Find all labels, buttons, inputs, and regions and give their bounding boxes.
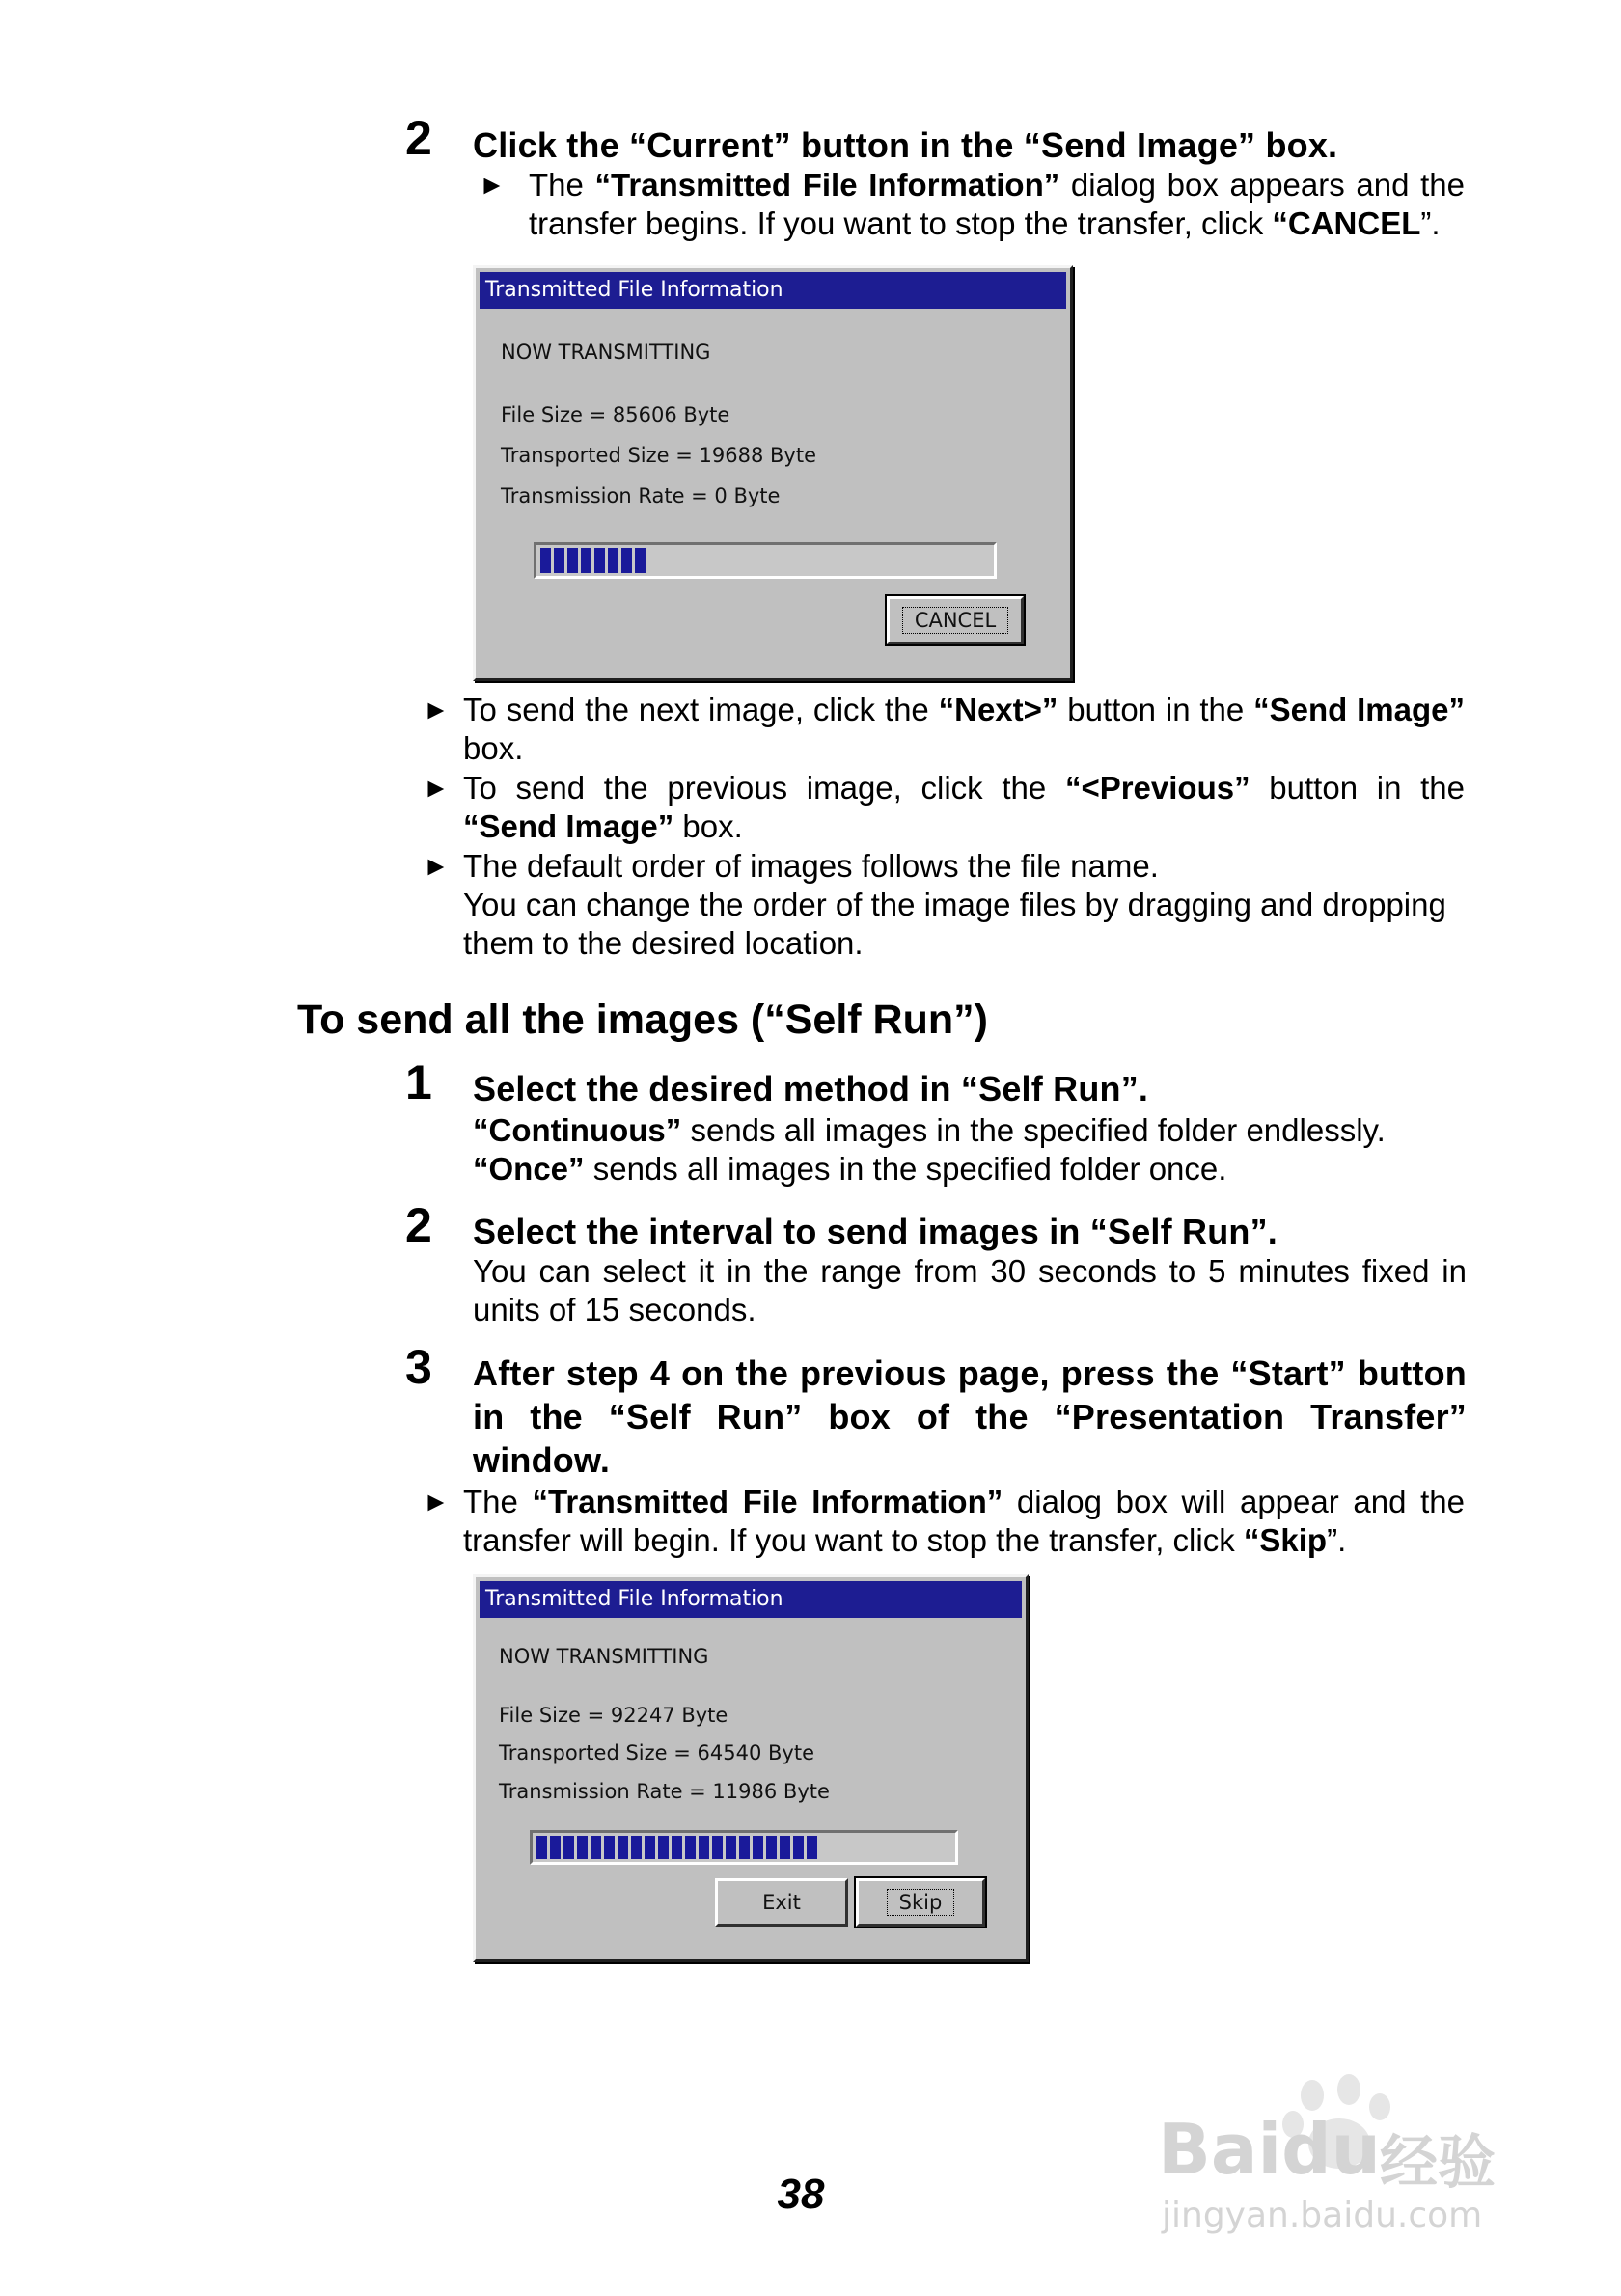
- progress-segment: [793, 1836, 804, 1859]
- progress-segment: [635, 548, 646, 573]
- watermark-url: jingyan.baidu.com: [1162, 2196, 1483, 2235]
- progress-segment: [594, 548, 605, 573]
- bullet-default-order: The default order of images follows the file name. You can change the order of the image files by dragging and dropping them to the desired location.: [463, 848, 1446, 961]
- transported-size: Transported Size = 64540 Byte: [499, 1741, 814, 1764]
- progress-segment: [577, 1836, 588, 1859]
- progress-bar: [530, 1830, 958, 1865]
- progress-segment: [581, 548, 591, 573]
- progress-segment: [621, 548, 632, 573]
- step-title: Click the “Current” button in the “Send Image” box.: [473, 125, 1338, 165]
- progress-segment: [699, 1836, 709, 1859]
- bullet-text: The “Transmitted File Information” dialog box appears and the transfer begins. If you want to stop the transfer, click “CANCEL”.: [529, 167, 1465, 241]
- baidu-watermark-logo: [1158, 2074, 1544, 2238]
- step-title: Select the desired method in “Self Run”.: [473, 1069, 1149, 1108]
- progress-segment: [550, 1836, 561, 1859]
- section-heading: To send all the images (“Self Run”): [297, 997, 988, 1043]
- progress-segment: [604, 1836, 615, 1859]
- bullet-arrow-icon: ►: [479, 170, 506, 200]
- progress-segment: [658, 1836, 669, 1859]
- transmission-rate: Transmission Rate = 11986 Byte: [499, 1780, 830, 1803]
- step-number: 2: [405, 111, 432, 165]
- exit-button[interactable]: Exit: [715, 1878, 848, 1927]
- transmission-rate: Transmission Rate = 0 Byte: [501, 484, 781, 507]
- bullet-text: The “Transmitted File Information” dialog box will appear and the transfer will begin. If you want to stop the transfer, click “Skip”.: [463, 1484, 1465, 1558]
- step-title: Select the interval to send images in “Self Run”.: [473, 1212, 1278, 1251]
- step-number: 3: [405, 1340, 432, 1394]
- progress-segment: [591, 1836, 601, 1859]
- file-size: File Size = 85606 Byte: [501, 403, 730, 426]
- progress-segment: [766, 1836, 777, 1859]
- bullet-arrow-icon: ►: [423, 773, 450, 803]
- progress-segment: [631, 1836, 642, 1859]
- watermark-brand: Baidu: [1158, 2109, 1381, 2190]
- step-number: 2: [405, 1198, 432, 1252]
- progress-segment: [645, 1836, 655, 1859]
- progress-segment: [567, 548, 578, 573]
- progress-segment: [780, 1836, 790, 1859]
- progress-bar: [534, 542, 997, 579]
- transmitted-file-dialog: [473, 1574, 1029, 1962]
- dialog-title-bar: Transmitted File Information: [480, 272, 1066, 309]
- progress-segment: [685, 1836, 696, 1859]
- bullet-previous-image: To send the previous image, click the “<Previous” button in the “Send Image” box.: [463, 770, 1465, 844]
- dialog-title-bar: Transmitted File Information: [480, 1581, 1022, 1618]
- bullet-arrow-icon: ►: [423, 1487, 450, 1517]
- bullet-arrow-icon: ►: [423, 851, 450, 881]
- progress-segment: [672, 1836, 682, 1859]
- progress-segment: [554, 548, 564, 573]
- progress-segment: [608, 548, 618, 573]
- bullet-next-image: To send the next image, click the “Next>” button in the “Send Image” box.: [463, 692, 1466, 766]
- step-description: “Continuous” sends all images in the specified folder endlessly. “Once” sends all images in the specified folder once.: [473, 1112, 1386, 1187]
- page-number: 38: [777, 2171, 825, 2218]
- bullet-arrow-icon: ►: [423, 695, 450, 724]
- progress-segment: [753, 1836, 763, 1859]
- step-description: You can select it in the range from 30 seconds to 5 minutes fixed in units of 15 seconds.: [473, 1253, 1467, 1327]
- progress-segment: [712, 1836, 723, 1859]
- progress-segment: [739, 1836, 750, 1859]
- progress-segment: [536, 1836, 547, 1859]
- progress-segment: [540, 548, 551, 573]
- step-title: After step 4 on the previous page, press the “Start” button in the “Self Run” box of the “Presentation Transfer” window.: [473, 1353, 1467, 1480]
- file-size: File Size = 92247 Byte: [499, 1704, 728, 1727]
- transmitted-file-dialog: [473, 265, 1073, 681]
- cancel-button[interactable]: CANCEL: [887, 596, 1024, 644]
- transmit-status: NOW TRANSMITTING: [499, 1645, 709, 1668]
- progress-segment: [807, 1836, 817, 1859]
- skip-button[interactable]: Skip: [856, 1878, 985, 1927]
- transmit-status: NOW TRANSMITTING: [501, 341, 711, 364]
- progress-segment: [726, 1836, 736, 1859]
- transported-size: Transported Size = 19688 Byte: [501, 444, 816, 467]
- step-number: 1: [405, 1055, 432, 1109]
- progress-segment: [563, 1836, 574, 1859]
- progress-segment: [618, 1836, 628, 1859]
- watermark-cn: 经验: [1380, 2129, 1496, 2197]
